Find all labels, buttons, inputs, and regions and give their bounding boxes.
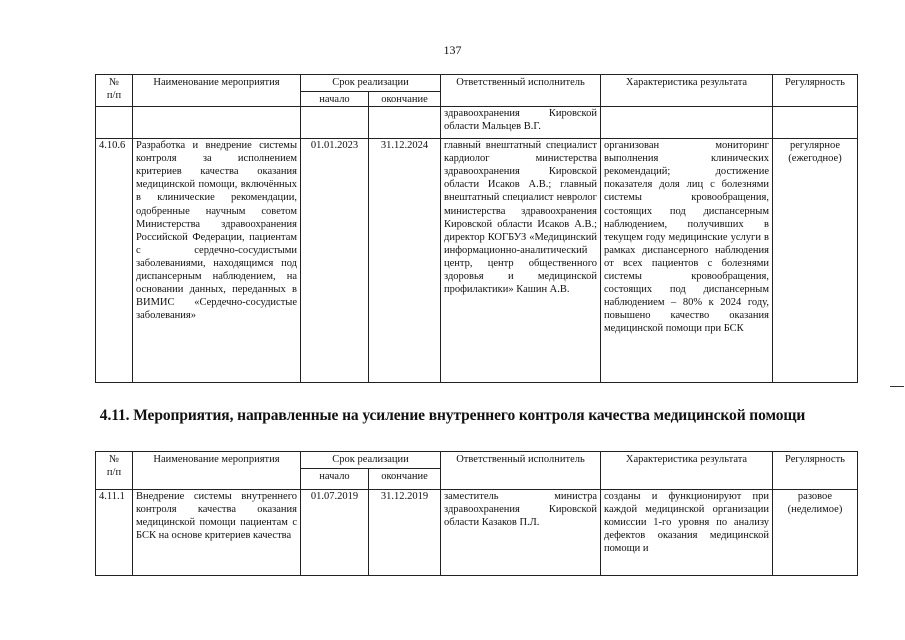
scan-mark — [890, 386, 904, 387]
table-row — [96, 107, 858, 139]
row-name: Разработка и внедрение системы контроля за исполнением критериев качества оказания медицинской помощи, включённых в клинические рекомендации, одобренные научным советом Министерства здравоохранения Российской Федерации, пациентам с сердечно-сосудистыми заболеваниями, находящимся под диспансерным наблюдением, на основании данных, переданных в ВИМИС «Сердечно-сосудистые заболевания» — [133, 139, 301, 383]
row-num: 4.11.1 — [96, 490, 133, 576]
header-num: № п/п — [96, 452, 133, 490]
row-executor: главный внештатный специалист кардиолог министерства здравоохранения Кировской области Исаков А.В.; главный внештатный специалист невролог министерства здравоохранения Кировской области Исаков А.В.; директор КОГБУЗ «Медицинский информационно-аналитический центр, центр общественного здоровья и медицинской профилактики» Кашин А.В. — [441, 139, 601, 383]
row-result: созданы и функционируют при каждой медицинской организации комиссии 1-го уровня по анализу дефектов оказания медицинской помощи и — [601, 490, 773, 576]
header-end: окончание — [369, 469, 441, 490]
header-regularity: Регулярность — [773, 75, 858, 107]
header-result: Характеристика результата — [601, 452, 773, 490]
page-number: 137 — [443, 43, 462, 57]
header-num: № п/п — [96, 75, 133, 107]
row-name: Внедрение системы внутреннего контроля качества оказания медицинской помощи пациентам с БСК на основе критериев качества — [133, 490, 301, 576]
header-name: Наименование мероприятия — [133, 75, 301, 107]
row-end: 31.12.2024 — [369, 139, 441, 383]
row-start: 01.07.2019 — [301, 490, 369, 576]
header-executor: Ответственный исполнитель — [441, 75, 601, 107]
header-regularity: Регулярность — [773, 452, 858, 490]
row-executor: заместитель министра здравоохранения Кировской области Казаков П.Л. — [441, 490, 601, 576]
row-regularity: регулярное (ежегодное) — [773, 139, 858, 383]
header-end: окончание — [369, 92, 441, 107]
header-result: Характеристика результата — [601, 75, 773, 107]
row-regularity: разовое (неделимое) — [773, 490, 858, 576]
measures-table-4-11 — [95, 451, 858, 576]
table-row-4-11-1 — [96, 490, 858, 576]
measures-table-4-10 — [95, 74, 858, 383]
header-period: Срок реализации — [301, 75, 441, 92]
row-result: организован мониторинг выполнения клинических рекомендаций; достижение показателя доля лиц с болезнями системы кровообращения, состоящих под диспансерным наблюдением, получивших в текущем году медицинские услуги в рамках диспансерного наблюдения от всех пациентов с болезнями системы кровообращения, состоящих под диспансерным наблюдением – 80% к 2024 году, повышено качество оказания медицинской помощи при БСК — [601, 139, 773, 383]
row-num: 4.10.6 — [96, 139, 133, 383]
row-start: 01.01.2023 — [301, 139, 369, 383]
section-heading: 4.11. Мероприятия, направленные на усиление внутреннего контроля качества медицинской помощи — [99, 407, 806, 424]
header-period: Срок реализации — [301, 452, 441, 469]
table-row-4-10-6 — [96, 139, 858, 383]
continuation-executor: здравоохранения Кировской области Мальцев В.Г. — [441, 107, 601, 139]
header-executor: Ответственный исполнитель — [441, 452, 601, 490]
header-name: Наименование мероприятия — [133, 452, 301, 490]
row-end: 31.12.2019 — [369, 490, 441, 576]
header-start: начало — [301, 469, 369, 490]
header-start: начало — [301, 92, 369, 107]
